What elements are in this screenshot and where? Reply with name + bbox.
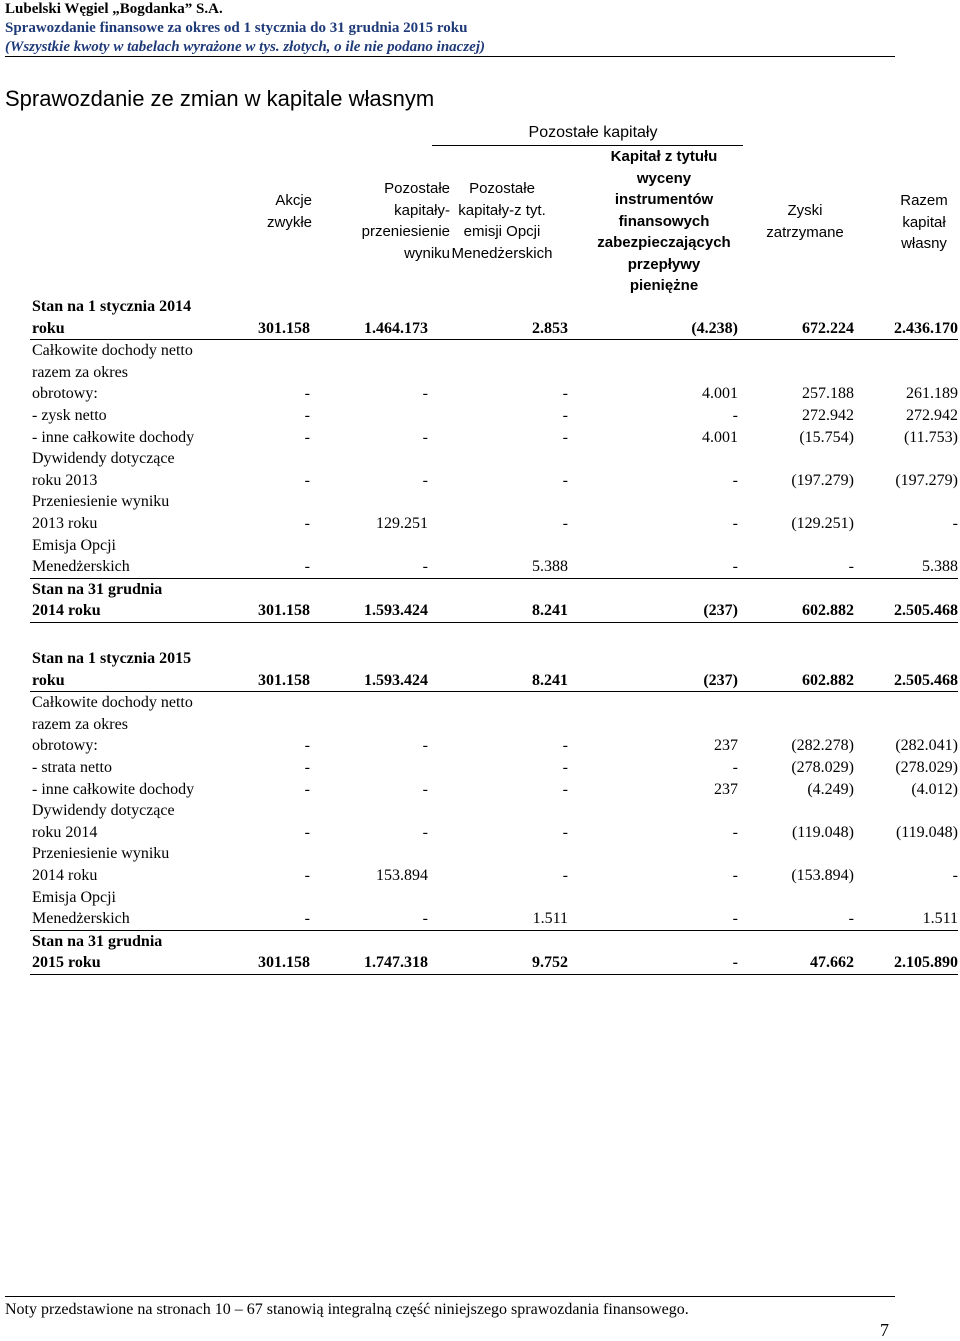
cell-value: 257.188: [802, 385, 854, 403]
cell-value: -: [310, 887, 428, 931]
col-header-opcje: Pozostałe kapitały-z tyt. emisji Opcji Menedżerskich: [451, 180, 553, 262]
footer-note: Noty przedstawione na stronach 10 – 67 stanowią integralną część niniejszego sprawozdania finansowego.: [5, 1301, 689, 1318]
cell-value: 2.505.468: [854, 648, 958, 692]
cell-value: -: [562, 780, 568, 798]
cell-value: [310, 757, 428, 779]
cell-value: 5.388: [854, 535, 958, 579]
cell-value: -: [422, 823, 428, 841]
cell-value: 47.662: [738, 930, 854, 974]
cell-value: (129.251): [791, 514, 854, 532]
cell-value: (119.048): [895, 823, 958, 841]
table-row: [30, 427, 958, 449]
cell-value: (237): [568, 578, 738, 622]
cell-value: 237: [714, 737, 738, 755]
cell-value: -: [952, 866, 958, 884]
row-label: Stan na 1 stycznia 2015 roku: [30, 648, 228, 692]
cell-value: 1.593.424: [310, 648, 428, 692]
col-header-razem: Razem kapitał własny: [900, 192, 948, 252]
cell-value: -: [952, 514, 958, 532]
table-row: [30, 448, 958, 491]
cell-value: 153.894: [376, 866, 428, 884]
header-divider: [5, 56, 895, 57]
cell-value: -: [304, 385, 310, 403]
row-label: Całkowite dochody netto razem za okres obrotowy:: [32, 694, 193, 755]
cell-value: (15.754): [799, 428, 854, 446]
cell-value: -: [732, 406, 738, 424]
cell-value: (4.238): [568, 296, 738, 340]
cell-value: -: [732, 514, 738, 532]
equity-table-2015: [30, 648, 958, 975]
cell-value: (197.279): [791, 471, 854, 489]
row-label: Emisja Opcji Menedżerskich: [30, 535, 228, 579]
table-row: [30, 296, 958, 340]
table-row: [30, 779, 958, 801]
cell-value: 4.001: [702, 385, 738, 403]
cell-value: -: [732, 823, 738, 841]
cell-value: 5.388: [428, 535, 568, 579]
cell-value: -: [562, 737, 568, 755]
cell-value: (282.278): [791, 737, 854, 755]
cell-value: 602.882: [738, 648, 854, 692]
cell-value: (119.048): [791, 823, 854, 841]
row-label: Przeniesienie wyniku 2013 roku: [32, 493, 170, 532]
cell-value: 1.593.424: [310, 578, 428, 622]
cell-value: 2.505.468: [854, 578, 958, 622]
row-label: Całkowite dochody netto razem za okres obrotowy:: [32, 342, 193, 403]
cell-value: -: [310, 535, 428, 579]
row-label: - zysk netto: [32, 406, 107, 424]
cell-value: (11.753): [903, 428, 958, 446]
cell-value: -: [422, 471, 428, 489]
cell-value: (278.029): [895, 758, 958, 776]
cell-value: 1.511: [854, 887, 958, 931]
cell-value: 237: [714, 780, 738, 798]
cell-value: -: [304, 866, 310, 884]
cell-value: -: [732, 758, 738, 776]
page-number: 7: [880, 1320, 889, 1340]
page-title: Sprawozdanie ze zmian w kapitale własnym: [5, 86, 435, 111]
table-row: [30, 405, 958, 427]
cell-value: 272.942: [802, 406, 854, 424]
row-label: - strata netto: [32, 758, 112, 776]
cell-value: 672.224: [738, 296, 854, 340]
row-label: Dywidendy dotyczące roku 2013: [32, 450, 175, 489]
row-label: Przeniesienie wyniku 2014 roku: [32, 845, 170, 884]
cell-value: 8.241: [428, 648, 568, 692]
cell-value: (4.249): [807, 780, 854, 798]
cell-value: -: [304, 823, 310, 841]
cell-value: (197.279): [895, 471, 958, 489]
cell-value: -: [732, 866, 738, 884]
table-row: [30, 800, 958, 843]
equity-table-2014: [30, 296, 958, 623]
cell-value: (153.894): [791, 866, 854, 884]
col-header-przeniesienie: Pozostałe kapitały- przeniesienie wyniku: [361, 180, 450, 262]
cell-value: -: [738, 535, 854, 579]
cell-value: -: [304, 514, 310, 532]
cell-value: -: [422, 428, 428, 446]
cell-value: 261.189: [906, 385, 958, 403]
col-header-group: Pozostałe kapitały: [528, 124, 658, 141]
row-label: Stan na 1 stycznia 2014 roku: [30, 296, 228, 340]
cell-value: 272.942: [906, 406, 958, 424]
col-header-hedging: Kapitał z tytułu wyceny instrumentów finansowych zabezpieczających przepływy pieniężne: [597, 148, 731, 294]
table-row: [30, 887, 958, 931]
table-row: [30, 648, 958, 692]
table-row: [30, 491, 958, 534]
row-label: - inne całkowite dochody: [32, 428, 195, 446]
company-name: Lubelski Węgiel „Bogdanka” S.A.: [5, 1, 223, 17]
cell-value: -: [304, 758, 310, 776]
cell-value: -: [738, 887, 854, 931]
row-label: Dywidendy dotyczące roku 2014: [32, 802, 175, 841]
cell-value: 301.158: [228, 296, 310, 340]
cell-value: -: [304, 737, 310, 755]
cell-value: -: [562, 406, 568, 424]
document-header: [5, 0, 895, 57]
cell-value: (278.029): [791, 758, 854, 776]
table-row: [30, 843, 958, 886]
row-label: Stan na 31 grudnia 2014 roku: [30, 578, 228, 622]
table-row: [30, 930, 958, 974]
cell-value: -: [562, 385, 568, 403]
cell-value: 8.241: [428, 578, 568, 622]
cell-value: -: [422, 385, 428, 403]
cell-value: -: [422, 737, 428, 755]
cell-value: -: [562, 514, 568, 532]
cell-value: 301.158: [228, 648, 310, 692]
cell-value: (4.012): [911, 780, 958, 798]
cell-value: 602.882: [738, 578, 854, 622]
cell-value: -: [568, 930, 738, 974]
cell-value: -: [732, 471, 738, 489]
cell-value: -: [562, 866, 568, 884]
cell-value: -: [568, 887, 738, 931]
table-row: [30, 340, 958, 405]
amounts-note: (Wszystkie kwoty w tabelach wyrażone w tys. złotych, o ile nie podano inaczej): [5, 39, 485, 55]
cell-value: 1.511: [428, 887, 568, 931]
cell-value: -: [562, 428, 568, 446]
table-row: [30, 692, 958, 757]
cell-value: 4.001: [702, 428, 738, 446]
row-label: - inne całkowite dochody: [32, 780, 195, 798]
cell-value: -: [562, 823, 568, 841]
cell-value: -: [304, 428, 310, 446]
table-row: [30, 535, 958, 579]
cell-value: 1.747.318: [310, 930, 428, 974]
cell-value: 129.251: [376, 514, 428, 532]
cell-value: -: [568, 535, 738, 579]
row-label: Emisja Opcji Menedżerskich: [30, 887, 228, 931]
cell-value: -: [228, 535, 310, 579]
cell-value: 2.436.170: [854, 296, 958, 340]
cell-value: 2.853: [428, 296, 568, 340]
cell-value: 2.105.890: [854, 930, 958, 974]
col-header-akcje: Akcje zwykłe: [266, 192, 312, 231]
cell-value: 1.464.173: [310, 296, 428, 340]
cell-value: 301.158: [228, 578, 310, 622]
cell-value: -: [562, 471, 568, 489]
cell-value: -: [304, 471, 310, 489]
cell-value: (282.041): [895, 737, 958, 755]
cell-value: [310, 405, 428, 427]
row-label: Stan na 31 grudnia 2015 roku: [30, 930, 228, 974]
cell-value: 301.158: [228, 930, 310, 974]
cell-value: -: [228, 887, 310, 931]
cell-value: -: [422, 780, 428, 798]
col-header-zyski: Zyski zatrzymane: [766, 202, 844, 241]
report-title: Sprawozdanie finansowe za okres od 1 stycznia do 31 grudnia 2015 roku: [5, 20, 468, 36]
cell-value: 9.752: [428, 930, 568, 974]
cell-value: (237): [568, 648, 738, 692]
table-row: [30, 757, 958, 779]
table-row: [30, 578, 958, 622]
footer-divider: [5, 1296, 895, 1297]
cell-value: -: [562, 758, 568, 776]
cell-value: -: [304, 780, 310, 798]
cell-value: -: [304, 406, 310, 424]
